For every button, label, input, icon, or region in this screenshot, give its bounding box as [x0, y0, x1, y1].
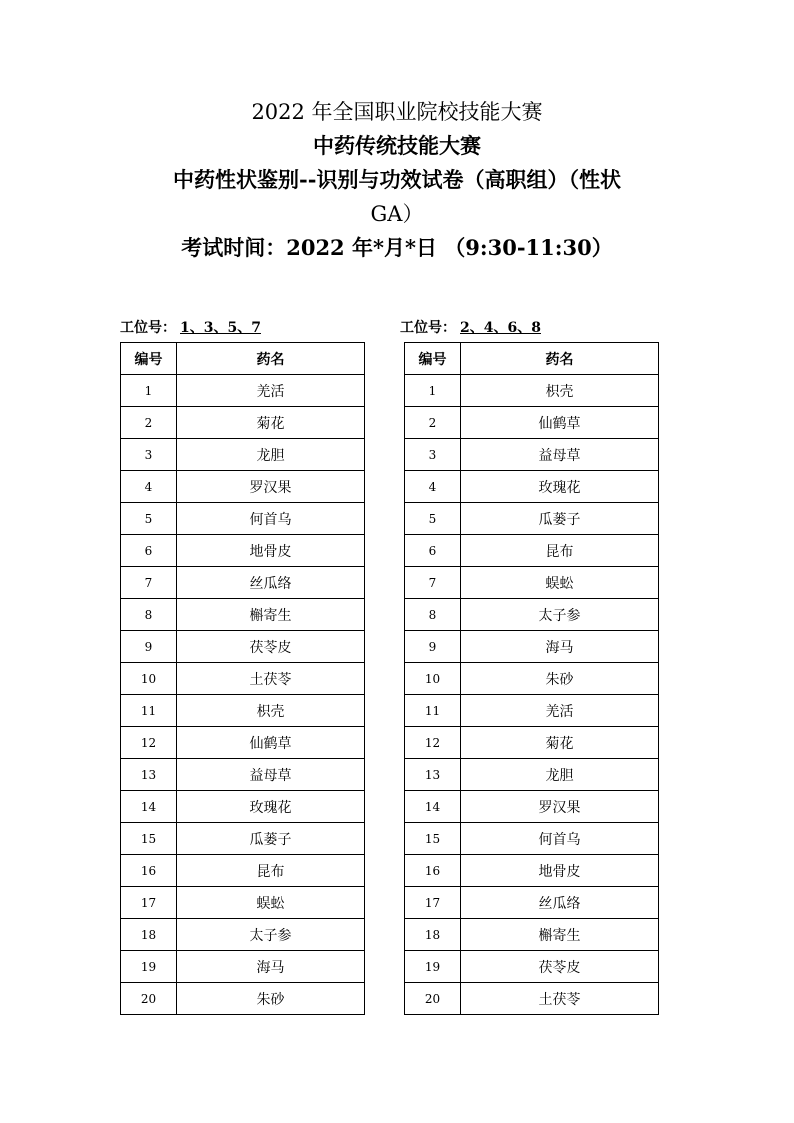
title-competition: 2022 年全国职业院校技能大赛 — [251, 100, 543, 124]
table-row — [405, 727, 659, 759]
row-number: 12 — [121, 727, 177, 759]
table-row — [405, 663, 659, 695]
herb-name: 槲寄生 — [177, 599, 365, 631]
row-number: 9 — [121, 631, 177, 663]
station-value: 2、4、6、8 — [460, 320, 541, 336]
row-number: 20 — [405, 983, 461, 1015]
table-row — [121, 727, 365, 759]
herb-table-left — [120, 342, 365, 1015]
row-number: 2 — [405, 407, 461, 439]
header-herb-name: 药名 — [461, 343, 659, 375]
table-row — [405, 535, 659, 567]
herb-name: 罗汉果 — [177, 471, 365, 503]
table-header-row — [121, 343, 365, 375]
herb-name: 菊花 — [461, 727, 659, 759]
exam-time: 考试时间：2022 年*月*日 （9:30-11:30） — [181, 235, 613, 260]
table-row — [405, 631, 659, 663]
herb-name: 昆布 — [461, 535, 659, 567]
herb-name: 益母草 — [177, 759, 365, 791]
row-number: 13 — [405, 759, 461, 791]
table-row — [405, 471, 659, 503]
row-number: 19 — [121, 951, 177, 983]
row-number: 9 — [405, 631, 461, 663]
table-row — [121, 567, 365, 599]
herb-name: 何首乌 — [461, 823, 659, 855]
row-number: 15 — [121, 823, 177, 855]
herb-name: 茯苓皮 — [177, 631, 365, 663]
row-number: 17 — [121, 887, 177, 919]
table-row — [405, 823, 659, 855]
herb-name: 茯苓皮 — [461, 951, 659, 983]
row-number: 5 — [405, 503, 461, 535]
table-header-row — [405, 343, 659, 375]
row-number: 17 — [405, 887, 461, 919]
herb-name: 朱砂 — [177, 983, 365, 1015]
table-row — [405, 759, 659, 791]
row-number: 1 — [121, 375, 177, 407]
row-number: 6 — [405, 535, 461, 567]
table-row — [121, 471, 365, 503]
table-body — [121, 375, 365, 1015]
table-row — [405, 887, 659, 919]
herb-name: 丝瓜络 — [177, 567, 365, 599]
row-number: 4 — [121, 471, 177, 503]
table-row — [121, 855, 365, 887]
table-row — [405, 951, 659, 983]
herb-name: 土茯苓 — [461, 983, 659, 1015]
table-body — [405, 375, 659, 1015]
table-row — [405, 375, 659, 407]
title-exam-paper-cont: GA） — [370, 202, 424, 226]
table-row — [121, 887, 365, 919]
herb-name: 地骨皮 — [461, 855, 659, 887]
herb-name: 槲寄生 — [461, 919, 659, 951]
row-number: 11 — [121, 695, 177, 727]
row-number: 7 — [405, 567, 461, 599]
table-row — [121, 599, 365, 631]
herb-name: 海马 — [177, 951, 365, 983]
table-row — [121, 759, 365, 791]
herb-name: 龙胆 — [461, 759, 659, 791]
herb-name: 瓜蒌子 — [461, 503, 659, 535]
row-number: 8 — [405, 599, 461, 631]
table-row — [405, 919, 659, 951]
table-row — [405, 695, 659, 727]
herb-name: 罗汉果 — [461, 791, 659, 823]
document-title — [0, 95, 794, 265]
row-number: 3 — [405, 439, 461, 471]
header-number: 编号 — [405, 343, 461, 375]
table-row — [121, 823, 365, 855]
table-row — [121, 503, 365, 535]
row-number: 7 — [121, 567, 177, 599]
herb-name: 益母草 — [461, 439, 659, 471]
herb-name: 蜈蚣 — [461, 567, 659, 599]
table-row — [121, 439, 365, 471]
herb-name: 仙鹤草 — [461, 407, 659, 439]
row-number: 18 — [121, 919, 177, 951]
herb-name: 土茯苓 — [177, 663, 365, 695]
row-number: 2 — [121, 407, 177, 439]
herb-name: 朱砂 — [461, 663, 659, 695]
table-row — [405, 599, 659, 631]
table-row — [405, 791, 659, 823]
herb-name: 地骨皮 — [177, 535, 365, 567]
table-row — [405, 855, 659, 887]
table-row — [121, 663, 365, 695]
row-number: 5 — [121, 503, 177, 535]
row-number: 18 — [405, 919, 461, 951]
table-row — [121, 951, 365, 983]
title-event: 中药传统技能大赛 — [313, 133, 481, 158]
table-row — [121, 791, 365, 823]
herb-name: 昆布 — [177, 855, 365, 887]
table-row — [121, 983, 365, 1015]
row-number: 10 — [121, 663, 177, 695]
herb-name: 羌活 — [177, 375, 365, 407]
row-number: 11 — [405, 695, 461, 727]
row-number: 1 — [405, 375, 461, 407]
station-label-text: 工位号： — [120, 320, 176, 336]
herb-name: 玫瑰花 — [177, 791, 365, 823]
herb-name: 菊花 — [177, 407, 365, 439]
herb-name: 枳壳 — [461, 375, 659, 407]
herb-name: 瓜蒌子 — [177, 823, 365, 855]
table-row — [121, 695, 365, 727]
table-row — [121, 631, 365, 663]
herb-name: 羌活 — [461, 695, 659, 727]
herb-name: 玫瑰花 — [461, 471, 659, 503]
row-number: 19 — [405, 951, 461, 983]
table-row — [121, 407, 365, 439]
herb-name: 何首乌 — [177, 503, 365, 535]
row-number: 8 — [121, 599, 177, 631]
herb-name: 枳壳 — [177, 695, 365, 727]
table-row — [405, 503, 659, 535]
table-row — [405, 439, 659, 471]
title-exam-paper: 中药性状鉴别--识别与功效试卷（高职组）（性状 — [173, 167, 621, 192]
herb-name: 仙鹤草 — [177, 727, 365, 759]
row-number: 14 — [405, 791, 461, 823]
row-number: 14 — [121, 791, 177, 823]
row-number: 6 — [121, 535, 177, 567]
row-number: 20 — [121, 983, 177, 1015]
table-row — [405, 567, 659, 599]
header-herb-name: 药名 — [177, 343, 365, 375]
table-row — [405, 407, 659, 439]
row-number: 10 — [405, 663, 461, 695]
station-value: 1、3、5、7 — [180, 320, 261, 336]
station-label-text: 工位号： — [400, 320, 456, 336]
station-label-right — [400, 317, 545, 337]
row-number: 4 — [405, 471, 461, 503]
row-number: 16 — [121, 855, 177, 887]
header-number: 编号 — [121, 343, 177, 375]
row-number: 15 — [405, 823, 461, 855]
row-number: 12 — [405, 727, 461, 759]
row-number: 16 — [405, 855, 461, 887]
table-row — [121, 919, 365, 951]
herb-name: 海马 — [461, 631, 659, 663]
herb-name: 丝瓜络 — [461, 887, 659, 919]
row-number: 13 — [121, 759, 177, 791]
station-label-left — [120, 317, 265, 337]
herb-name: 太子参 — [177, 919, 365, 951]
row-number: 3 — [121, 439, 177, 471]
table-row — [405, 983, 659, 1015]
table-row — [121, 535, 365, 567]
herb-name: 太子参 — [461, 599, 659, 631]
table-row — [121, 375, 365, 407]
herb-name: 蜈蚣 — [177, 887, 365, 919]
herb-table-right — [404, 342, 659, 1015]
herb-name: 龙胆 — [177, 439, 365, 471]
